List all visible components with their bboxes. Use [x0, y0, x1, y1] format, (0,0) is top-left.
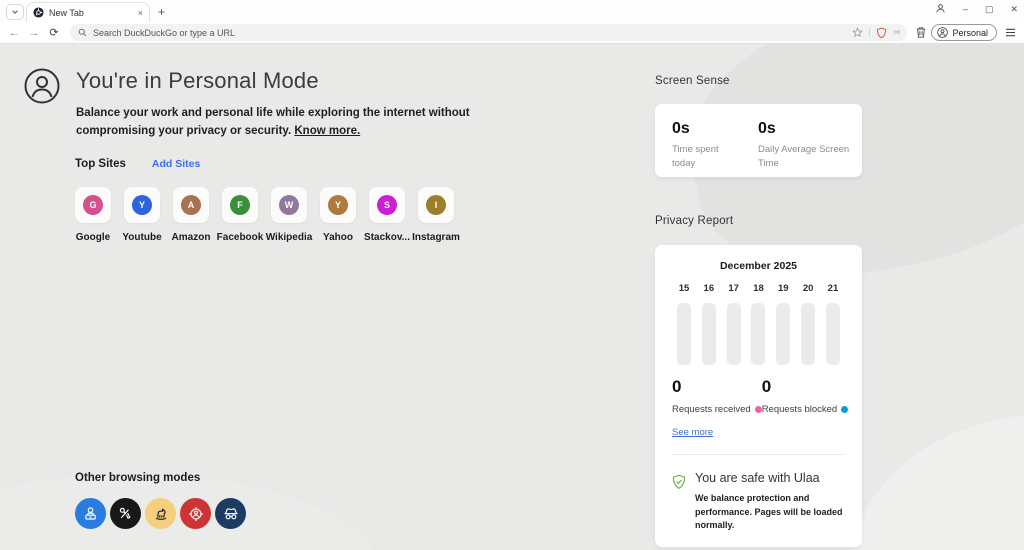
back-button[interactable]: ← — [8, 26, 20, 39]
browser-toolbar — [0, 22, 1024, 44]
reload-button[interactable]: ⟳ — [49, 27, 59, 39]
infinity-sync-icon[interactable]: ∞ — [893, 27, 900, 38]
top-site-google[interactable] — [75, 187, 111, 243]
empty-bar — [727, 303, 741, 365]
site-tile — [222, 187, 258, 223]
kids-mode-button[interactable] — [145, 498, 176, 529]
see-more-link[interactable]: See more — [672, 427, 714, 438]
requests-received-value: 0 — [672, 377, 682, 396]
developer-mode-button[interactable] — [110, 498, 141, 529]
empty-bar — [801, 303, 815, 365]
daily-average-label: Daily Average Screen Time — [758, 144, 850, 169]
site-label: Instagram — [412, 232, 460, 243]
other-modes-title: Other browsing modes — [75, 472, 201, 484]
maximize-button[interactable]: ▢ — [984, 3, 994, 14]
tab-title: New Tab — [49, 7, 84, 18]
personal-mode-avatar-icon — [24, 68, 60, 104]
trash-icon[interactable] — [915, 26, 927, 39]
day-label: 15 — [678, 283, 690, 294]
incognito-mode-button[interactable] — [215, 498, 246, 529]
day-label: 16 — [703, 283, 715, 294]
site-letter-badge: I — [426, 195, 446, 215]
avatar-icon — [937, 27, 948, 38]
site-label: Facebook — [216, 232, 264, 243]
empty-bar — [751, 303, 765, 365]
site-label: Google — [75, 232, 111, 243]
new-tab-page — [0, 44, 1024, 550]
safe-title: You are safe with Ulaa — [695, 471, 820, 485]
minimize-button[interactable]: – — [962, 3, 968, 14]
tab-search-button[interactable] — [6, 4, 24, 20]
day-label: 21 — [827, 283, 839, 294]
blocked-dot-icon — [841, 406, 848, 413]
address-bar[interactable] — [70, 24, 907, 41]
kids-mode-icon — [152, 505, 170, 523]
developer-mode-icon — [117, 505, 134, 522]
top-site-facebook[interactable] — [216, 187, 264, 243]
top-site-stackoverflow[interactable] — [364, 187, 410, 243]
focus-mode-button[interactable] — [180, 498, 211, 529]
profile-button[interactable] — [931, 24, 997, 41]
empty-bar — [702, 303, 716, 365]
profile-window-icon[interactable] — [935, 3, 946, 14]
site-label: Stackov... — [364, 232, 410, 243]
site-letter-badge: A — [181, 195, 201, 215]
empty-bar — [826, 303, 840, 365]
divider — [672, 454, 845, 455]
safe-description: We balance protection and performance. Pages will be loaded normally. — [695, 493, 843, 530]
top-site-youtube[interactable] — [124, 187, 160, 243]
top-site-yahoo[interactable] — [320, 187, 356, 243]
divider — [869, 28, 870, 37]
site-tile — [369, 187, 405, 223]
menu-icon[interactable] — [1005, 28, 1016, 37]
top-site-amazon[interactable] — [173, 187, 209, 243]
bookmark-star-icon[interactable] — [852, 27, 863, 38]
focus-mode-icon — [187, 505, 205, 523]
close-window-button[interactable]: ✕ — [1010, 3, 1018, 14]
site-letter-badge: Y — [132, 195, 152, 215]
site-label: Amazon — [171, 232, 211, 243]
site-tile — [75, 187, 111, 223]
other-modes-section — [75, 472, 246, 529]
site-letter-badge: F — [230, 195, 250, 215]
site-label: Yahoo — [322, 232, 353, 243]
site-letter-badge: S — [377, 195, 397, 215]
page-title: You're in Personal Mode — [76, 68, 319, 93]
new-tab-button[interactable]: + — [158, 5, 166, 19]
requests-blocked-label: Requests blocked — [761, 404, 838, 415]
url-input[interactable]: Search DuckDuckGo or type a URL — [93, 27, 236, 38]
safe-status — [672, 471, 845, 533]
site-tile — [320, 187, 356, 223]
site-letter-badge: G — [83, 195, 103, 215]
requests-received-stat — [672, 377, 762, 415]
site-tile — [271, 187, 307, 223]
add-sites-link[interactable]: Add Sites — [151, 158, 201, 170]
chevron-down-icon — [11, 8, 19, 16]
time-spent-label: Time spent today — [672, 144, 719, 169]
top-site-wikipedia[interactable] — [265, 187, 313, 243]
profile-label: Personal — [952, 27, 988, 38]
top-sites-section — [75, 158, 460, 243]
search-icon — [78, 28, 87, 37]
top-site-instagram[interactable] — [412, 187, 460, 243]
report-days — [672, 283, 845, 294]
day-label: 20 — [802, 283, 814, 294]
day-label: 19 — [778, 283, 789, 294]
tab-close-button[interactable]: × — [137, 7, 143, 18]
time-spent-value: 0s — [672, 120, 690, 137]
day-label: 17 — [728, 283, 739, 294]
right-column — [655, 75, 862, 547]
daily-average-stat — [758, 120, 854, 177]
site-tile — [124, 187, 160, 223]
site-label: Wikipedia — [265, 232, 313, 243]
privacy-report-title: Privacy Report — [655, 215, 734, 227]
know-more-link[interactable]: Know more. — [294, 124, 361, 137]
shield-privacy-icon[interactable] — [876, 27, 887, 39]
report-month: December 2025 — [719, 260, 798, 272]
day-label: 18 — [753, 283, 764, 294]
empty-bar — [677, 303, 691, 365]
daily-average-value: 0s — [758, 120, 776, 137]
time-spent-stat — [672, 120, 730, 177]
page-description: Balance your work and personal life while exploring the internet without compromising your privacy or security. Know more. — [76, 107, 470, 137]
screen-sense-card — [655, 104, 862, 177]
incognito-mode-icon — [222, 505, 240, 523]
site-letter-badge: Y — [328, 195, 348, 215]
tab-strip — [0, 0, 1024, 22]
site-tile — [173, 187, 209, 223]
privacy-report-card — [655, 245, 862, 547]
screen-sense-title: Screen Sense — [655, 75, 730, 87]
tab-new-tab[interactable] — [26, 2, 150, 22]
top-sites-title: Top Sites — [75, 158, 126, 170]
requests-blocked-stat — [762, 377, 849, 415]
report-bars — [672, 303, 845, 365]
site-label: Youtube — [122, 232, 162, 243]
site-letter-badge: W — [279, 195, 299, 215]
empty-bar — [776, 303, 790, 365]
requests-blocked-value: 0 — [761, 377, 772, 396]
hero-section — [24, 68, 528, 141]
requests-received-label: Requests received — [672, 404, 751, 415]
forward-button[interactable]: → — [28, 26, 40, 39]
received-dot-icon — [755, 406, 762, 413]
shield-check-icon — [672, 471, 686, 493]
background-blob — [850, 414, 1024, 550]
work-mode-icon — [82, 505, 99, 522]
ulaa-favicon — [33, 7, 44, 18]
site-tile — [418, 187, 454, 223]
work-mode-button[interactable] — [75, 498, 106, 529]
